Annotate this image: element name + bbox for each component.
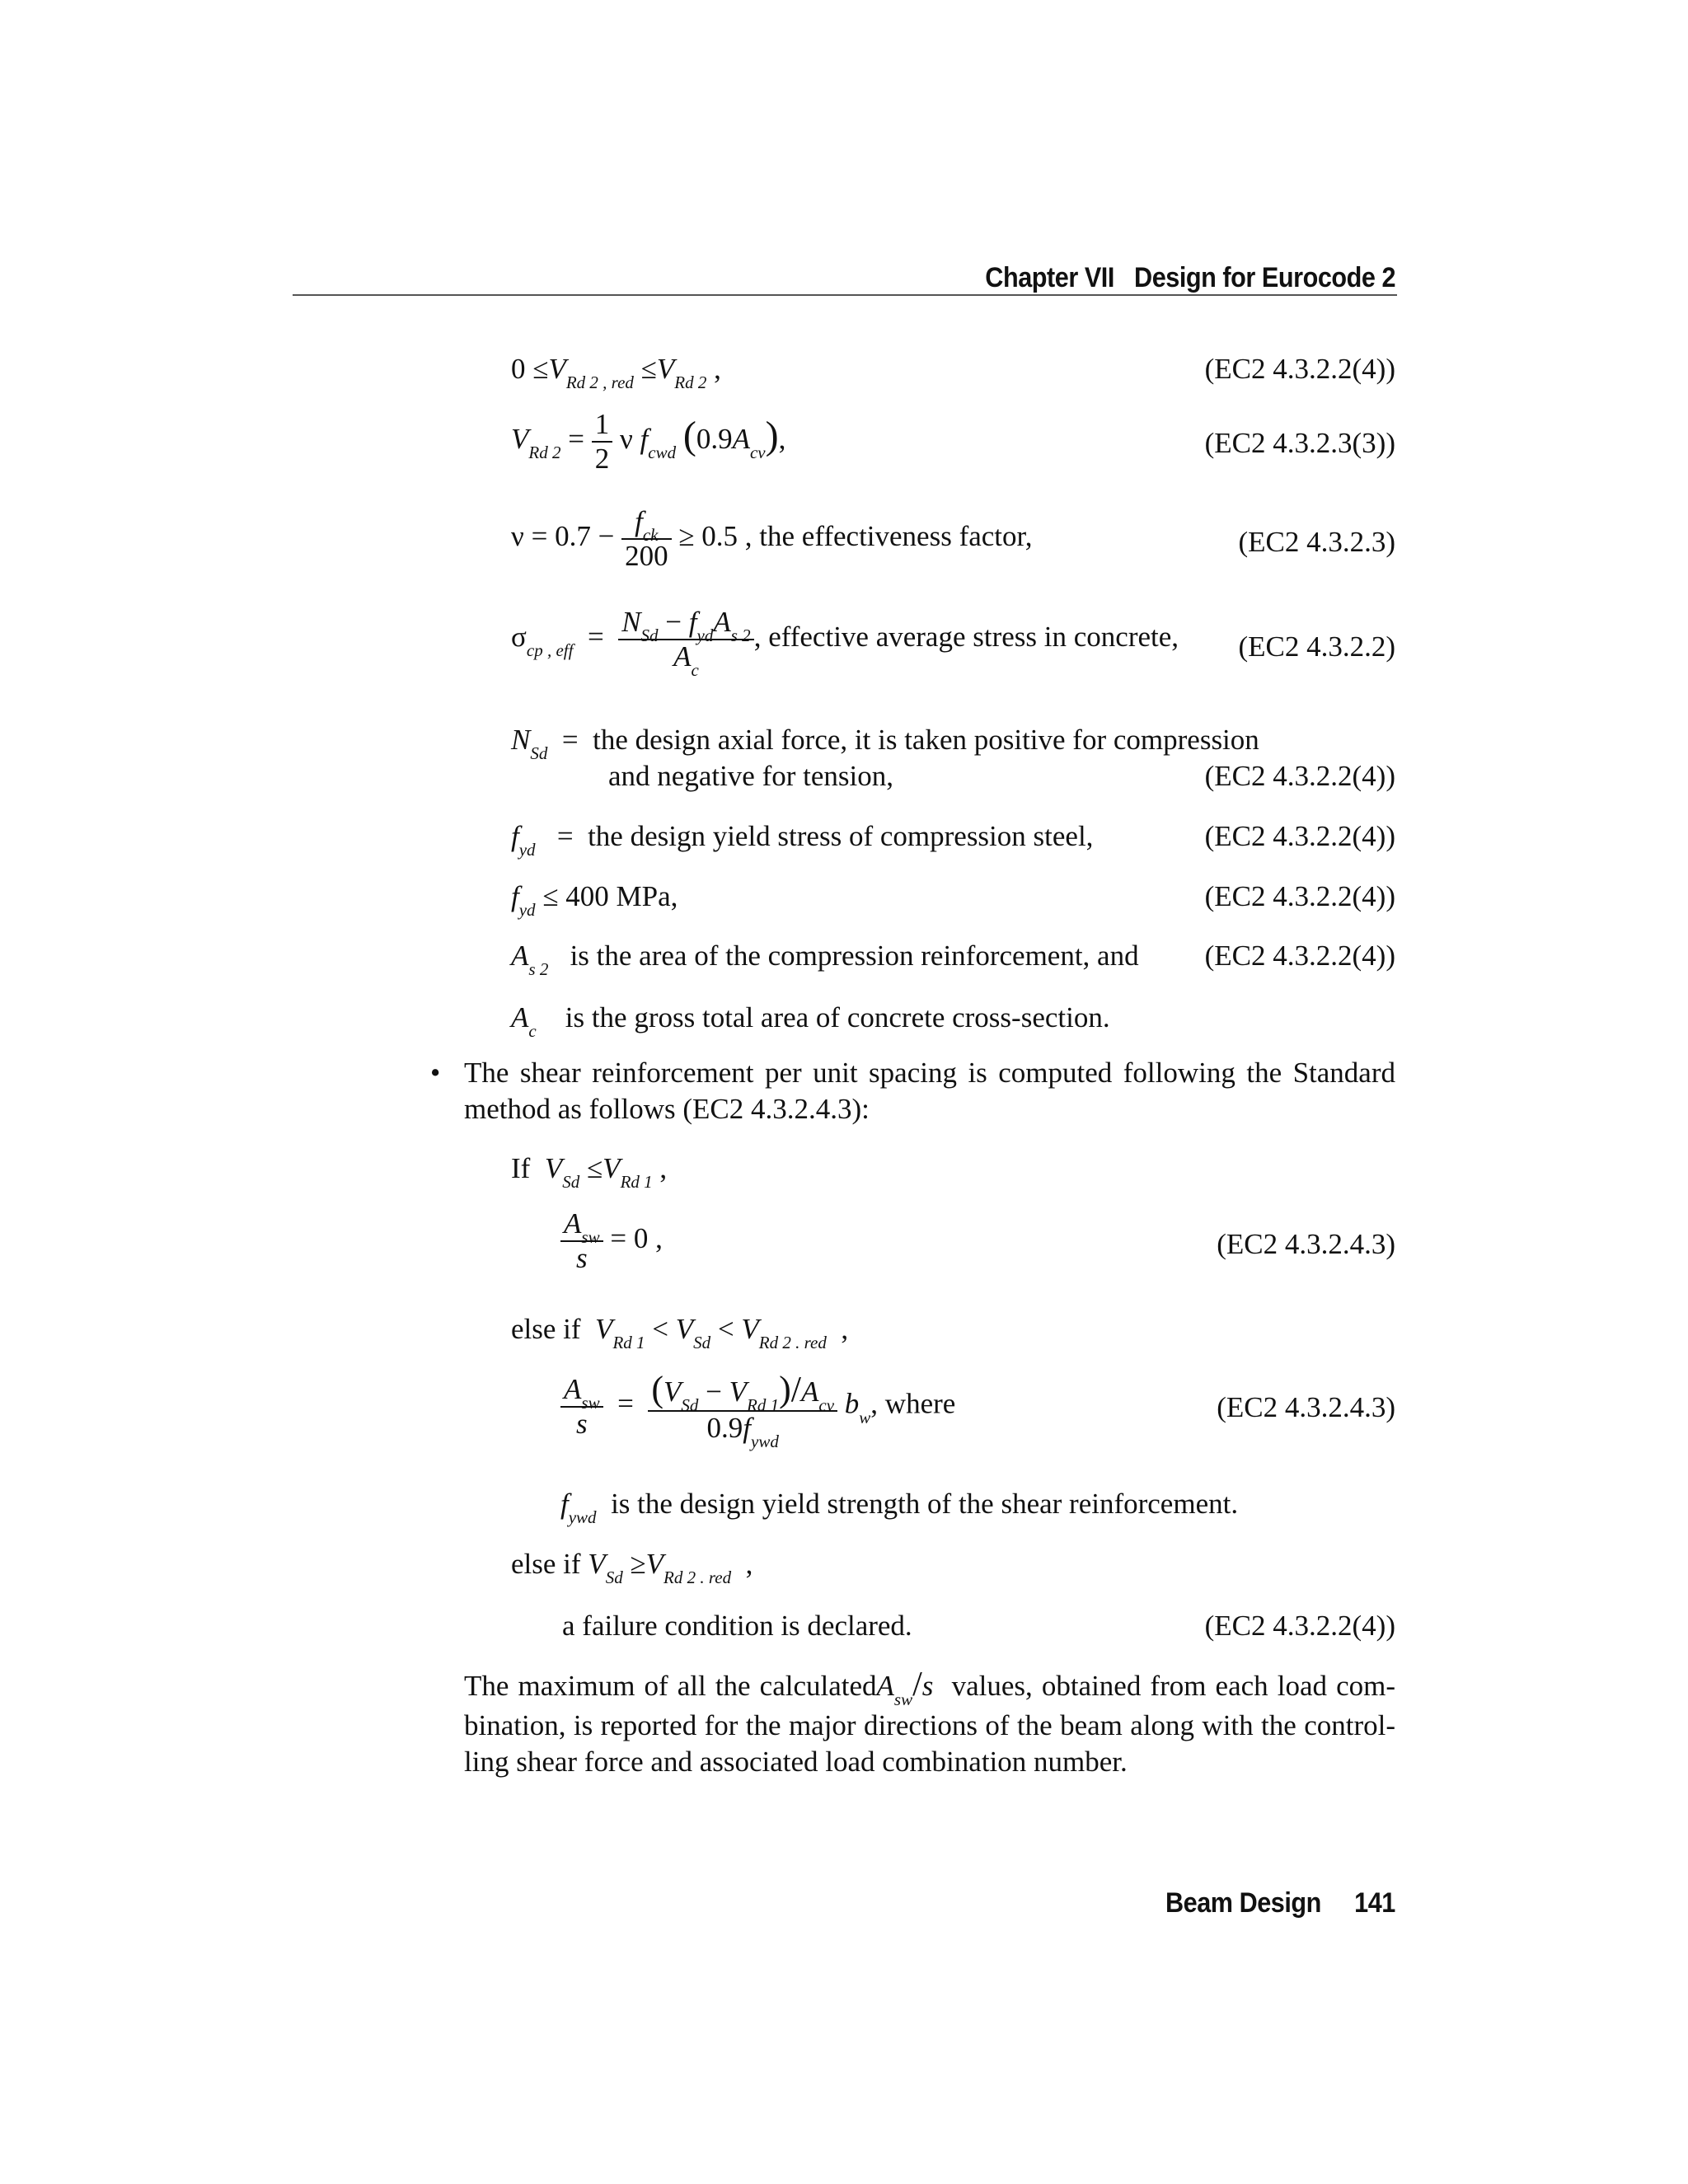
as2-reference: (EC2 4.3.2.2(4)) <box>1204 940 1395 972</box>
running-header <box>985 262 1395 294</box>
fyd-reference: (EC2 4.3.2.2(4)) <box>1204 820 1395 852</box>
equation-vrd2-red: $0 \le V_{Rd 2 , red} \le V_{Rd 2}$ , <box>511 353 721 392</box>
closing-line1: The maximum of all the calculatedA$_{sw}$/s values, obtained from each load com- <box>464 1666 1396 1709</box>
fyd-limit: $f_{yd} \le 400$ MPa, <box>511 880 678 920</box>
definition-ac: $A_c$ is the gross total area of concrete cross-section. <box>511 1001 1110 1041</box>
closing-line3: ling shear force and associated load combination number. <box>464 1746 1128 1778</box>
chapter-label: Chapter VII <box>985 262 1114 293</box>
elseif2-label: else if <box>511 1548 581 1580</box>
as2-text: is the area of the compression reinforcement, and <box>570 940 1139 972</box>
nsd-reference: (EC2 4.3.2.2(4)) <box>1204 760 1395 792</box>
bullet-paragraph <box>464 1055 1395 1127</box>
bullet-line1: The shear reinforcement per unit spacing is computed following the Standard <box>464 1057 1395 1089</box>
elseif-label: else if <box>511 1313 581 1345</box>
closing-line1-a: The maximum of all the calculated <box>464 1670 877 1702</box>
definition-as2: $A_{s 2}$ is the area of the compression reinforcement, and <box>511 940 1139 979</box>
failure-text: a failure condition is declared. <box>562 1610 912 1642</box>
case2-reference: (EC2 4.3.2.4.3) <box>1217 1391 1395 1423</box>
page-number: 141 <box>1354 1887 1395 1919</box>
closing-line2: bination, is reported for the major directions of the beam along with the control- <box>464 1709 1395 1741</box>
case1-equation: $\frac{A_{sw}}{s}$ = 0 , <box>560 1207 663 1275</box>
case3-condition: else if $V_{Sd} \ge V_{Rd 2 . red}$ , <box>511 1548 753 1587</box>
chapter-title: Design for Eurocode 2 <box>1133 262 1395 293</box>
ac-text: is the gross total area of concrete cross-section. <box>565 1001 1110 1033</box>
fywd-definition: $f_{ywd}$ is the design yield strength of the shear reinforcement. <box>560 1488 1239 1527</box>
eq2-reference: (EC2 4.3.2.3(3)) <box>1204 427 1395 459</box>
equation-vrd2: $V_{Rd 2}$ = $\frac{1}{2}$ ν $f_{cwd}$ $(0.9A_{cv})$, <box>511 408 786 475</box>
definition-nsd: $N_{Sd}$ = the design axial force, it is taken positive for compression <box>511 724 1259 763</box>
fyd-limit-text: ≤ 400 MPa, <box>542 880 678 912</box>
fyd-text: the design yield stress of compression steel, <box>588 820 1094 852</box>
case2-where: , where <box>870 1387 956 1420</box>
eq1-reference: (EC2 4.3.2.2(4)) <box>1204 353 1395 385</box>
eq4-reference: (EC2 4.3.2.2) <box>1238 630 1395 663</box>
fyd-limit-reference: (EC2 4.3.2.2(4)) <box>1204 880 1395 912</box>
equation-sigma-cp-eff: $\sigma_{cp , eff}$ = $\frac{N_{Sd} - f_{yd}A_{s 2}}{A_c}$ , effective average stress in concrete, <box>511 606 1179 680</box>
running-footer <box>1165 1887 1395 1919</box>
definition-fyd: $f_{yd}$ = the design yield stress of compression steel, <box>511 820 1094 860</box>
case1-condition: If $V_{Sd} \le V_{Rd 1}$ , <box>511 1152 668 1192</box>
if-label: If <box>511 1152 531 1184</box>
nsd-line2: and negative for tension, <box>608 760 894 792</box>
eq3-reference: (EC2 4.3.2.3) <box>1238 526 1395 558</box>
case2-equation: $\frac{A_{sw}}{s}$ = $\frac{(V_{Sd} - V_{Rd 1})/A_{cv}}{0.9f_{ywd}}$ $b_w$, where <box>560 1368 955 1445</box>
case1-reference: (EC2 4.3.2.4.3) <box>1217 1228 1395 1260</box>
eq4-description: , effective average stress in concrete, <box>753 621 1179 654</box>
case2-condition: else if $V_{Rd 1} < V_{Sd} < V_{Rd 2 . red}$ , <box>511 1313 849 1352</box>
failure-reference: (EC2 4.3.2.2(4)) <box>1204 1610 1395 1642</box>
eq1-comma: , <box>714 353 721 385</box>
fywd-text: is the design yield strength of the shear reinforcement. <box>611 1488 1239 1520</box>
equation-nu: ν = 0.7 − $\frac{f_{ck}}{200}$ ≥ 0.5 , the effectiveness factor, <box>511 505 1033 572</box>
closing-paragraph <box>464 1666 1395 1780</box>
footer-section: Beam Design <box>1165 1887 1322 1919</box>
closing-line1-b: values, obtained from each load com- <box>951 1670 1396 1702</box>
header-rule <box>293 294 1397 296</box>
bullet-marker: • <box>430 1057 441 1089</box>
eq3-description: the effectiveness factor, <box>759 520 1033 553</box>
bullet-line2: method as follows (EC2 4.3.2.4.3): <box>464 1093 870 1125</box>
nsd-line1: the design axial force, it is taken positive for compression <box>593 724 1259 756</box>
